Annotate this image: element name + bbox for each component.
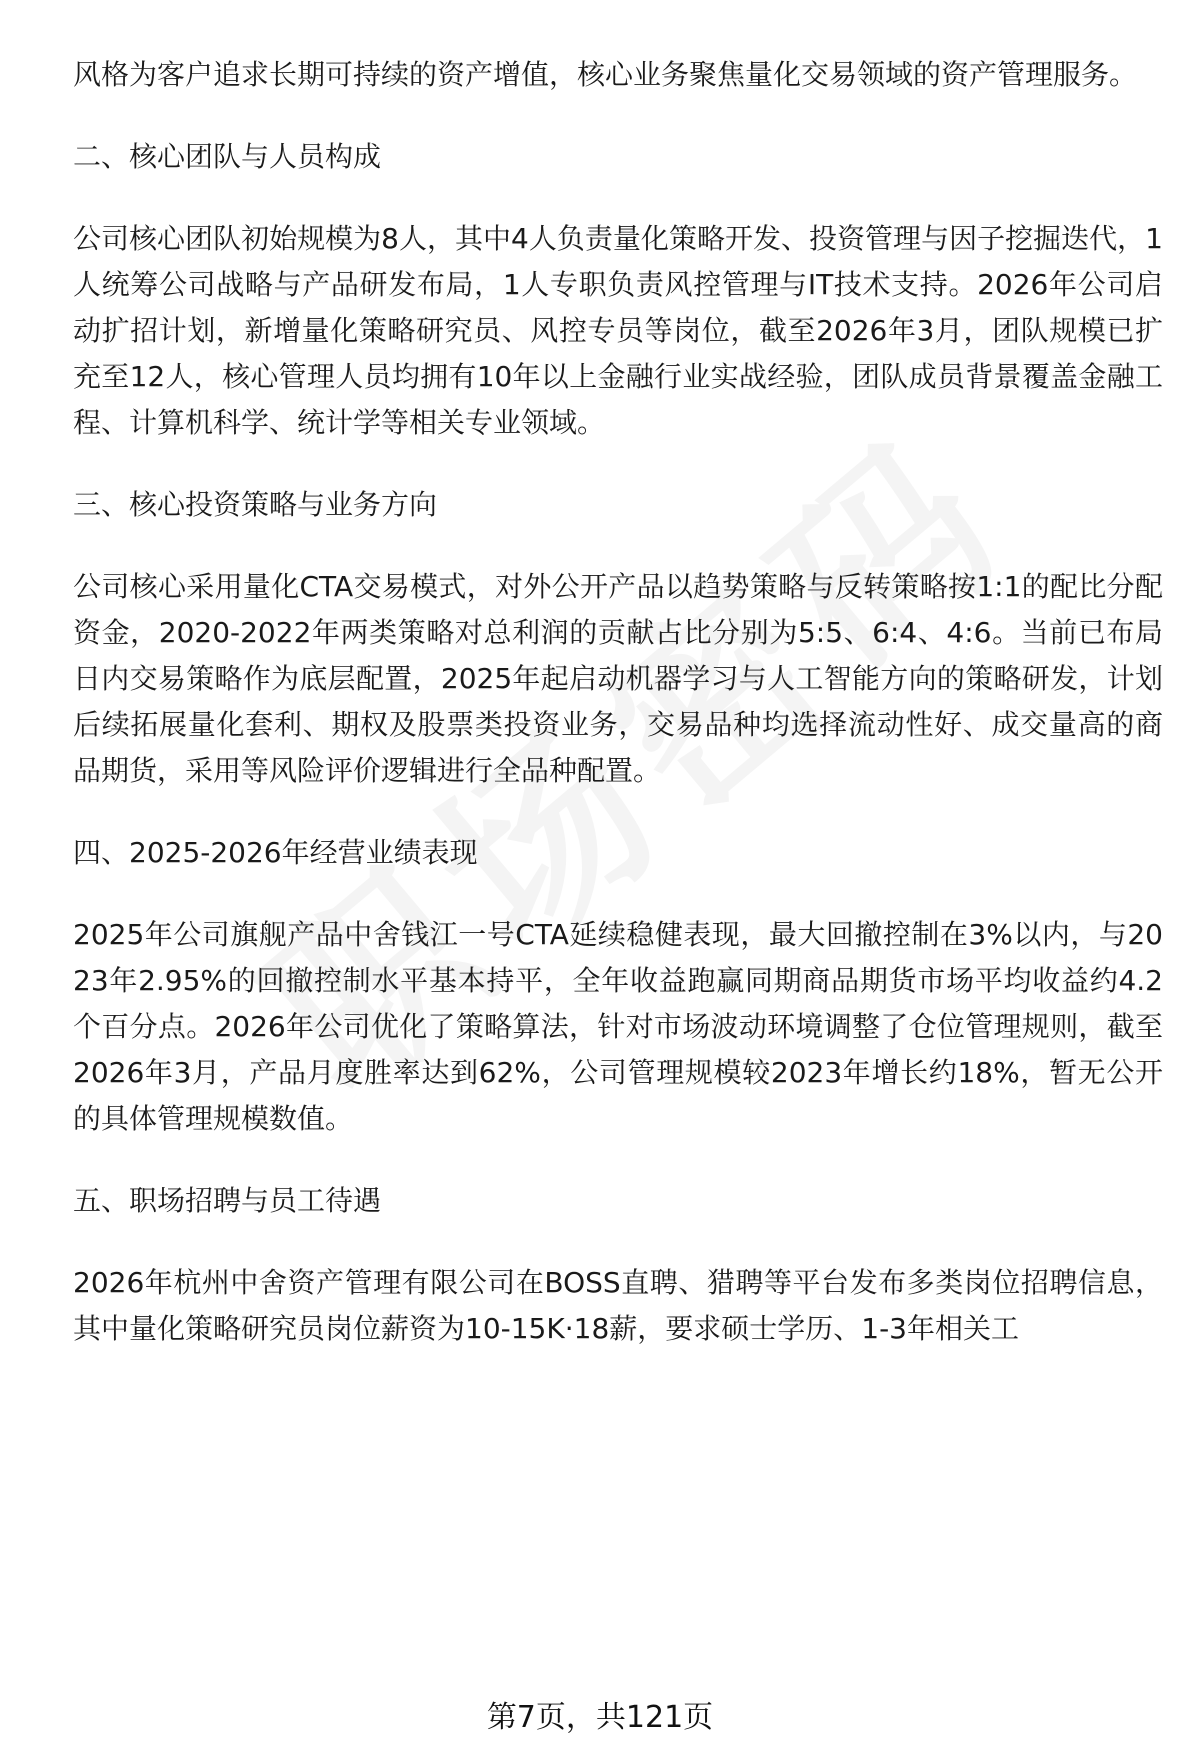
document-body — [73, 52, 1163, 1388]
section-heading-team: 二、核心团队与人员构成 — [73, 140, 382, 173]
page-footer: 第7页，共121页 — [486, 1700, 714, 1735]
paragraph-team: 公司核心团队初始规模为8人，其中4人负责量化策略开发、投资管理与因子挖掘迭代，1人统筹公司战略与产品研发布局，1人专职负责风控管理与IT技术支持。2026年公司启动扩招计划，新增量化策略研究员、风控专员等岗位，截至2026年3月，团队规模已扩充至12人，核心管理人员均拥有10年以上金融行业实战经验，团队成员背景覆盖金融工程、计算机科学、统计学等相关专业领域。 — [73, 222, 1163, 439]
section-heading-strategy: 三、核心投资策略与业务方向 — [73, 488, 438, 521]
paragraph-performance: 2025年公司旗舰产品中舍钱江一号CTA延续稳健表现，最大回撤控制在3%以内，与2023年2.95%的回撤控制水平基本持平，全年收益跑赢同期商品期货市场平均收益约4.2个百分点。2026年公司优化了策略算法，针对市场波动环境调整了仓位管理规则，截至2026年3月，产品月度胜率达到62%，公司管理规模较2023年增长约18%，暂无公开的具体管理规模数值。 — [73, 918, 1163, 1135]
section-heading-performance: 四、2025-2026年经营业绩表现 — [73, 836, 478, 869]
paragraph-recruitment: 2026年杭州中舍资产管理有限公司在BOSS直聘、猎聘等平台发布多类岗位招聘信息，其中量化策略研究员岗位薪资为10-15K·18薪，要求硕士学历、1-3年相关工 — [73, 1266, 1163, 1345]
paragraph-strategy: 公司核心采用量化CTA交易模式，对外公开产品以趋势策略与反转策略按1:1的配比分配资金，2020-2022年两类策略对总利润的贡献占比分别为5:5、6:4、4:6。当前已布局日内交易策略作为底层配置，2025年起启动机器学习与人工智能方向的策略研发，计划后续拓展量化套利、期权及股票类投资业务，交易品种均选择流动性好、成交量高的商品期货，采用等风险评价逻辑进行全品种配置。 — [73, 570, 1163, 787]
paragraph-intro-continuation: 风格为客户追求长期可持续的资产增值，核心业务聚焦量化交易领域的资产管理服务。 — [73, 58, 1138, 91]
section-heading-recruitment: 五、职场招聘与员工待遇 — [73, 1184, 382, 1217]
